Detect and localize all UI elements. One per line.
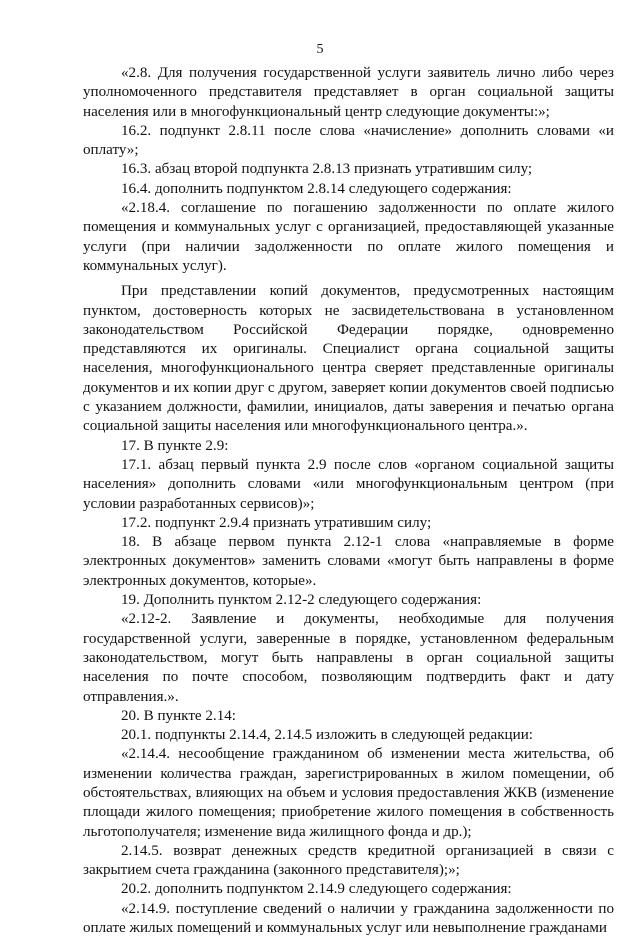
paragraph: 20. В пункте 2.14: bbox=[121, 707, 236, 724]
paragraph: 19. Дополнить пунктом 2.12-2 следующего содержания: bbox=[121, 592, 482, 609]
paragraph: 17.1. абзац первый пункта 2.9 после слов «органом социальной защиты населения» дополнить словами «или многофункциональным центром (при условии разработанных сервисов)»; bbox=[83, 456, 614, 512]
paragraph: 17. В пункте 2.9: bbox=[121, 437, 229, 454]
paragraph: 16.4. дополнить подпунктом 2.8.14 следующего содержания: bbox=[121, 180, 512, 197]
paragraph: 16.2. подпункт 2.8.11 после слова «начисление» дополнить словами «и оплату»; bbox=[83, 122, 614, 159]
paragraph: 20.1. подпункты 2.14.4, 2.14.5 изложить в следующей редакции: bbox=[121, 727, 533, 744]
paragraph: 18. В абзаце первом пункта 2.12-1 слова «направляемые в форме электронных документов» заменить словами «могут быть направлены в форме электронных документов, которые». bbox=[83, 534, 614, 589]
paragraph: «2.18.4. соглашение по погашению задолженности по оплате жилого помещения и коммунальных услуг с организацией, предоставляющей указанные услуги (при наличии задолженности по оплате жилого помещения и коммунальных услуг). bbox=[83, 200, 614, 274]
paragraph: 16.3. абзац второй подпункта 2.8.13 признать утратившим силу; bbox=[121, 161, 533, 178]
paragraph: «2.14.4. несообщение гражданином об изменении места жительства, об изменении количества граждан, зарегистрированных в жилом помещении, об обстоятельствах, влияющих на объем и условия предоставления ЖКВ (изменение площади жилого помещения; приобретение жилого помещения в собственность льготополучателя; изменение вида жилищного фонда и др.); bbox=[83, 746, 614, 840]
paragraph: 17.2. подпункт 2.9.4 признать утратившим силу; bbox=[121, 514, 432, 531]
paragraph: «2.8. Для получения государственной услуги заявитель лично либо через уполномоченного представителя представляет в орган социальной защиты населения или в многофункциональный центр следующие документы:»; bbox=[83, 65, 614, 120]
document-body bbox=[83, 64, 614, 938]
paragraph: «2.14.9. поступление сведений о наличии у гражданина задолженности по оплате жилых помещений и коммунальных услуг или невыполнение гражданами bbox=[83, 900, 614, 937]
paragraph: При представлении копий документов, предусмотренных настоящим пунктом, достоверность которых не засвидетельствована в установленном законодательством Российской Федерации порядке, одновременно представляются их оригиналы. Специалист органа социальной защиты населения, многофункционального центра сверяет представленные оригиналы документов и их копии друг с другом, заверяет копии документов своей подписью с указанием должности, фамилии, инициалов, даты заверения и печатью органа социальной защиты населения или многофункционального центра.». bbox=[83, 283, 614, 435]
page-number: 5 bbox=[316, 42, 324, 57]
paragraph: «2.12-2. Заявление и документы, необходимые для получения государственной услуги, заверенные в порядке, установленном федеральным законодательством, могут быть направлены в орган социальной защиты населения по почте способом, позволяющим подтвердить факт и дату отправления.». bbox=[83, 611, 614, 705]
paragraph: 20.2. дополнить подпунктом 2.14.9 следующего содержания: bbox=[121, 881, 512, 898]
paragraph: 2.14.5. возврат денежных средств кредитной организацией в связи с закрытием счета гражданина (законного представителя);»; bbox=[83, 842, 614, 879]
